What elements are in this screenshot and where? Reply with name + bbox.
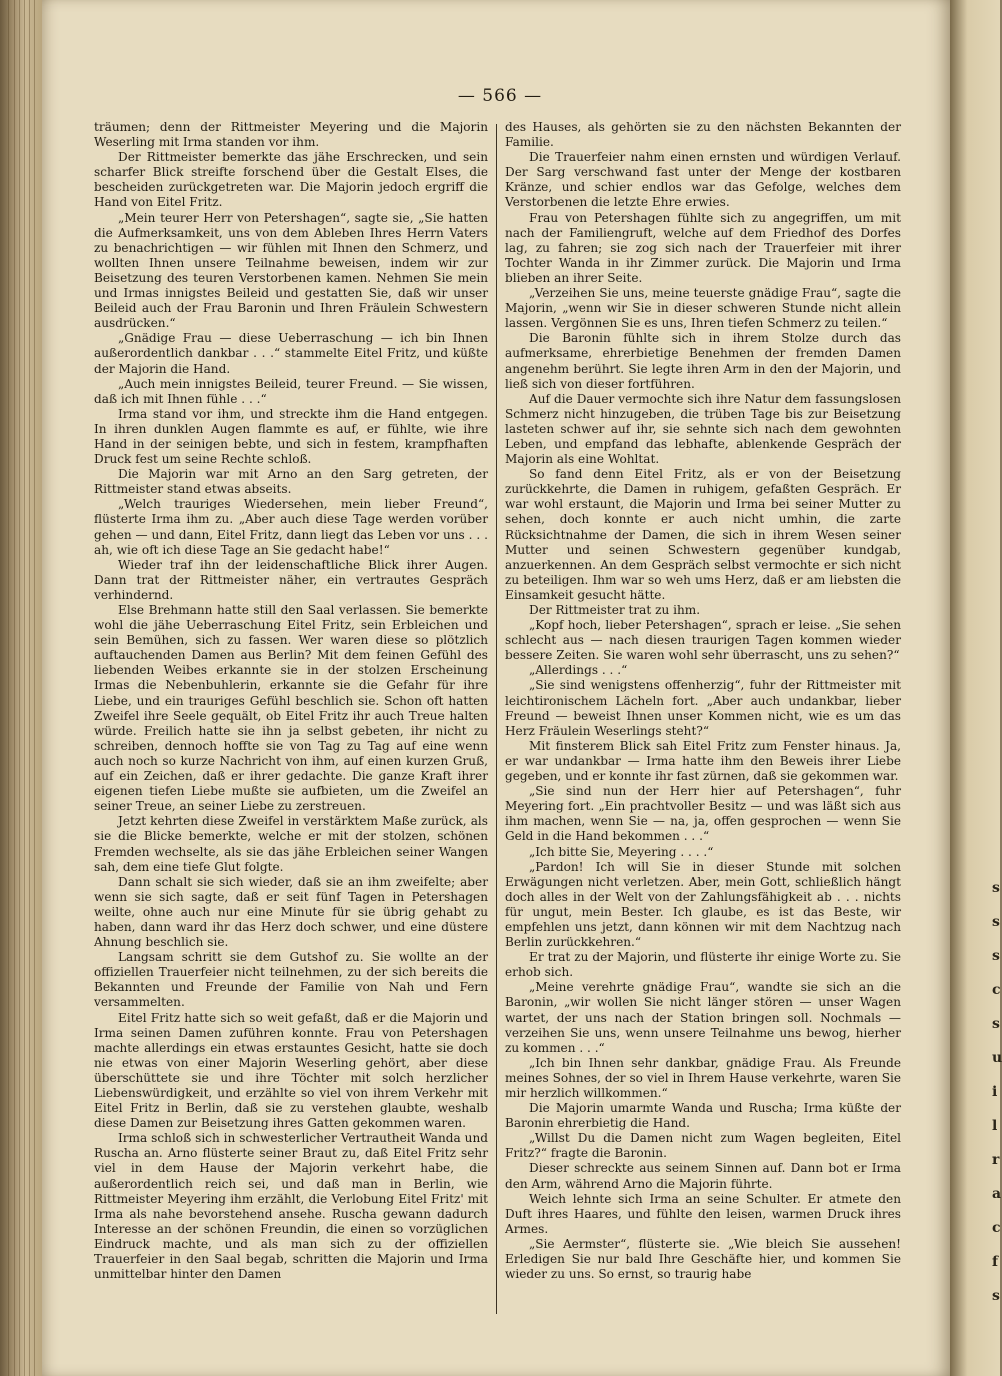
paragraph: „Sie sind nun der Herr hier auf Petershagen“, fuhr Meyering fort. „Ein prachtvoller Besitz — und was läßt sich aus ihm machen, wenn Sie — na, ja, offen gesprochen — wenn Sie Geld in die Hand bekommen . . .“ [505,784,901,844]
paragraph: träumen; denn der Rittmeister Meyering und die Majorin Weserling mit Irma standen vor ihm. [94,120,488,150]
paragraph: des Hauses, als gehörten sie zu den nächsten Bekannten der Familie. [505,120,901,150]
paragraph: Dieser schreckte aus seinem Sinnen auf. Dann bot er Irma den Arm, während Arno die Majorin führte. [505,1161,901,1191]
next-page-fragment: f [992,1254,999,1270]
paragraph: Die Majorin war mit Arno an den Sarg getreten, der Rittmeister stand etwas abseits. [94,467,488,497]
paragraph: Der Rittmeister trat zu ihm. [529,603,701,617]
next-page-fragment: u [992,1050,1002,1066]
paragraph: Der Rittmeister bemerkte das jähe Erschrecken, und sein scharfer Blick streifte forschend über die Gestalt Elses, die bescheiden zurückgetreten war. Die Majorin jedoch ergriff die Hand von Eitel Fritz. [94,150,488,210]
paragraph: Weich lehnte sich Irma an seine Schulter. Er atmete den Duft ihres Haares, und fühlte den leisen, warmen Druck ihres Armes. [505,1191,901,1236]
paragraph: „Gnädige Frau — diese Ueberraschung — ich bin Ihnen außerordentlich dankbar . . .“ stammelte Eitel Fritz, und küßte der Majorin die Hand. [94,331,488,376]
paragraph: „Sie sind wenigstens offenherzig“, fuhr der Rittmeister mit leichtironischem Lächeln fort. „Aber auch undankbar, lieber Freund — beweist Ihnen unser Kommen nicht, wie es um das Herz Fräulein Weserlings steht?“ [505,678,901,738]
paragraph: „Willst Du die Damen nicht zum Wagen begleiten, Eitel Fritz?“ fragte die Baronin. [505,1131,901,1161]
book-edge-left [0,0,42,1376]
right-column [505,120,901,1320]
paragraph: „Ich bin Ihnen sehr dankbar, gnädige Frau. Als Freunde meines Sohnes, der so viel in Ihrem Hause verkehrte, waren Sie mir herzlich willkommen.“ [505,1055,901,1100]
paragraph: Frau von Petershagen fühlte sich zu angegriffen, um mit nach der Familiengruft, welche auf dem Friedhof des Dorfes lag, zu fahren; sie zog sich nach der Trauerfeier mit ihrer Tochter Wanda in ihr Zimmer zurück. Die Majorin und Irma blieben an ihrer Seite. [505,210,901,285]
paragraph: So fand denn Eitel Fritz, als er von der Beisetzung zurückkehrte, die Damen in ruhigem, gefaßten Gespräch. Er war wohl erstaunt, die Majorin und Irma bei seiner Mutter zu sehen, doch konnte er auch nicht umhin, die zarte Rücksichtnahme der Damen, die sich in ihrem Wesen seiner Mutter und seinen Schwestern gegenüber kundgab, anzuerkennen. An dem Gespräch selbst vermochte er sich nicht zu beteiligen. Ihm war so weh ums Herz, daß er am liebsten die Einsamkeit gesucht hätte. [505,467,901,602]
next-page-fragment: i [992,1084,998,1100]
next-page-fragment: s [992,1288,1000,1304]
paragraph: „Sie Aermster“, flüsterte sie. „Wie bleich Sie aussehen! Erledigen Sie nur bald Ihre Geschäfte hier, und kommen Sie wieder zu uns. So ernst, so traurig habe [505,1236,901,1282]
paragraph: Irma schloß sich in schwesterlicher Vertrautheit Wanda und Ruscha an. Arno flüsterte seiner Braut zu, daß Eitel Fritz sehr viel in dem Hause der Majorin verkehrt habe, die außerordentlich reich sei, und daß man in Berlin, wie Rittmeister Meyering ihm erzählt, die Verlobung Eitel Fritz' mit Irma als nahe bevorstehend ansehe. Ruscha gewann dadurch Interesse an der schönen Freundin, die einen so vorzüglichen Eindruck machte, und als man sich zu der offiziellen Trauerfeier in den Saal begab, schritten die Majorin und Irma unmittelbar hinter den Damen [94,1131,488,1282]
paragraph: Dann schalt sie sich wieder, daß sie an ihm zweifelte; aber wenn sie sich sagte, daß er seit fünf Tagen in Petershagen weilte, ohne auch nur eine Minute für sie übrig gehabt zu haben, dann ward ihr das Herz doch schwer, und eine düstere Ahnung beschlich sie. [94,874,488,950]
paragraph: Mit finsterem Blick sah Eitel Fritz zum Fenster hinaus. Ja, er war undankbar — Irma hatte ihm den Beweis ihrer Liebe gegeben, und er konnte ihr fast zürnen, daß sie gekommen war. [505,738,901,784]
paragraph: Die Trauerfeier nahm einen ernsten und würdigen Verlauf. Der Sarg verschwand fast unter der Menge der kostbaren Kränze, und schier endlos war das Gefolge, welches dem Verstorbenen die letzte Ehre erwies. [505,150,901,210]
next-page-fragment: c [992,982,1001,998]
paragraph: „Meine verehrte gnädige Frau“, wandte sie sich an die Baronin, „wir wollen Sie nicht länger stören — unser Wagen wartet, der uns nach der Station bringen soll. Nochmals — verzeihen Sie uns, wenn unsere Teilnahme uns bewog, hierher zu kommen . . .“ [505,980,901,1055]
paragraph: „Ich bitte Sie, Meyering . . . .“ [529,844,714,859]
paragraph: Else Brehmann hatte still den Saal verlassen. Sie bemerkte wohl die jähe Ueberraschung Eitel Fritz, sein Erbleichen und sein Bemühen, sich zu fassen. Wer waren diese so plötzlich auftauchenden Damen aus Berlin? Mit dem feinen Gefühl des liebenden Weibes erkannte sie in der stolzen Erscheinung Irmas die Nebenbuhlerin, erkannte sie die Gefahr für ihre Liebe, und ein trauriges Gefühl beschlich sie. Schon oft hatten Zweifel ihre Seele gequält, ob Eitel Fritz ihr auch Treue halten würde. Freilich hatte sie ihn ja selbst gebeten, ihr nicht zu schreiben, dennoch hoffte sie von Tag zu Tag auf eine wenn auch noch so kurze Nachricht von ihm, auf einen kurzen Gruß, auf ein Zeichen, daß er ihrer gedachte. Die ganze Kraft ihrer eigenen tiefen Liebe mußte sie aufbieten, um die Zweifel an seiner Treue, an seiner Liebe zu zerstreuen. [94,603,488,814]
paragraph: Er trat zu der Majorin, und flüsterte ihr einige Worte zu. Sie erhob sich. [505,950,901,980]
paragraph: Die Baronin fühlte sich in ihrem Stolze durch das aufmerksame, ehrerbietige Benehmen der fremden Damen angenehm berührt. Sie legte ihren Arm in den der Majorin, und ließ sich von dieser fortführen. [505,331,901,391]
page-number: — 566 — [457,86,543,106]
paragraph: Wieder traf ihn der leidenschaftliche Blick ihrer Augen. Dann trat der Rittmeister näher, ein vertrautes Gespräch verhindernd. [94,557,488,602]
next-page-edge [950,0,1000,1376]
paragraph: Auf die Dauer vermochte sich ihre Natur dem fassungslosen Schmerz nicht hinzugeben, die trüben Tage bis zur Beisetzung lasteten schwer auf ihr, sie sehnte sich nach dem gewohnten Leben, und empfand das lebhafte, ablenkende Gespräch der Majorin als eine Wohltat. [505,391,901,467]
paragraph: „Allerdings . . .“ [529,663,628,678]
paragraph: Langsam schritt sie dem Gutshof zu. Sie wollte an der offiziellen Trauerfeier nicht teilnehmen, zu der sich bereits die Bekannten und Freunde der Familie von Nah und Fern versammelten. [94,950,488,1010]
paragraph: Jetzt kehrten diese Zweifel in verstärktem Maße zurück, als sie die Blicke bemerkte, welche er mit der stolzen, schönen Fremden wechselte, als sie das jähe Erbleichen seiner Wangen sah, dem eine tiefe Glut folgte. [94,814,488,874]
paragraph: Eitel Fritz hatte sich so weit gefaßt, daß er die Majorin und Irma seinen Damen zuführen konnte. Frau von Petershagen machte allerdings ein etwas erstauntes Gesicht, hatte sie doch nie etwas von einer Majorin Weserling gehört, aber diese überschüttete sie und ihre Töchter mit solch herzlicher Liebenswürdigkeit, und erzählte so viel von ihrem Verkehr mit Eitel Fritz in Berlin, daß sie zu verstehen glaubte, weshalb diese Damen zur Beisetzung ihres Gatten gekommen waren. [94,1010,488,1131]
paragraph: „Verzeihen Sie uns, meine teuerste gnädige Frau“, sagte die Majorin, „wenn wir Sie in dieser schweren Stunde nicht allein lassen. Vergönnen Sie es uns, Ihren tiefen Schmerz zu teilen.“ [505,286,901,331]
next-page-fragment: s [992,880,1000,896]
next-page-fragment: c [992,1220,1001,1236]
next-page-fragment: a [992,1186,1002,1202]
paragraph: Die Majorin umarmte Wanda und Ruscha; Irma küßte der Baronin ehrerbietig die Hand. [505,1101,901,1131]
left-column [94,120,488,1320]
paragraph: „Mein teurer Herr von Petershagen“, sagte sie, „Sie hatten die Aufmerksamkeit, uns von dem Ableben Ihres Herrn Vaters zu benachrichtigen — wir fühlen mit Ihnen den Schmerz, und wollten Ihnen unsere Teilnahme beweisen, indem wir zur Beisetzung des teuren Verstorbenen kamen. Nehmen Sie mein und Irmas innigstes Beileid und gestatten Sie, daß wir unser Beileid auch der Frau Baronin und Ihren Fräulein Schwestern ausdrücken.“ [94,210,488,331]
paragraph: Irma stand vor ihm, und streckte ihm die Hand entgegen. In ihren dunklen Augen flammte es auf, er fühlte, wie ihre Hand in der seinigen bebte, und sich in festem, krampfhaften Druck fest um seine Rechte schloß. [94,406,488,467]
next-page-fragment: s [992,914,1000,930]
paragraph: „Pardon! Ich will Sie in dieser Stunde mit solchen Erwägungen nicht verletzen. Aber, mein Gott, schließlich hängt doch alles in der Welt von der Zahlungsfähigkeit ab . . . nichts für ungut, mein Bester. Ich glaube, es ist das Beste, wir empfehlen uns jetzt, dann können wir mit dem Nachtzug nach Berlin zurückkehren.“ [505,859,901,950]
paragraph: „Auch mein innigstes Beileid, teurer Freund. — Sie wissen, daß ich mit Ihnen fühle . . .“ [94,376,488,406]
next-page-fragment: s [992,948,1000,964]
next-page-fragment: r [992,1152,1000,1168]
paragraph: „Kopf hoch, lieber Petershagen“, sprach er leise. „Sie sehen schlecht aus — nach diesen traurigen Tagen kommen wieder bessere Zeiten. Sie waren wohl sehr überrascht, uns zu sehen?“ [505,618,901,663]
next-page-fragment: s [992,1016,1000,1032]
next-page-fragment: l [992,1118,998,1134]
paragraph: „Welch trauriges Wiedersehen, mein lieber Freund“, flüsterte Irma ihm zu. „Aber auch diese Tage werden vorüber gehen — und dann, Eitel Fritz, dann liegt das Leben vor uns . . . ah, wie oft ich diese Tage an Sie gedacht habe!“ [94,497,488,557]
column-divider [496,124,497,1314]
